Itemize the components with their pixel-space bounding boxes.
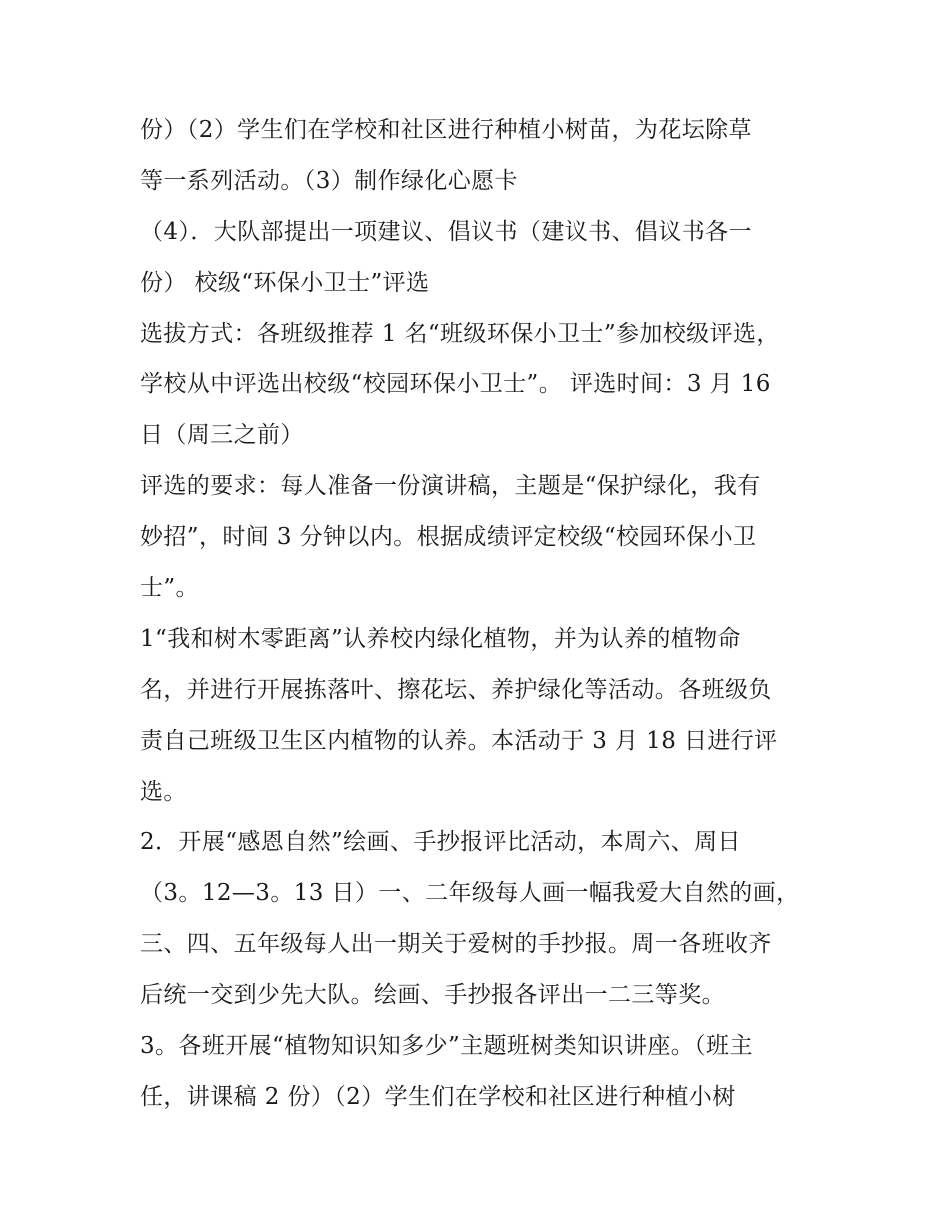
text-line: 选。 <box>140 778 187 805</box>
text-line: 后统一交到少先大队。绘画、手抄报各评出一二三等奖。 <box>140 982 725 1009</box>
text-line: 1“我和树木零距离”认养校内绿化植物，并为认养的植物命 <box>140 625 741 652</box>
text-line: 评选的要求：每人准备一份演讲稿，主题是“保护绿化，我有 <box>140 473 761 500</box>
text-line: 份）（2）学生们在学校和社区进行种植小树苗，为花坛除草 <box>140 117 752 143</box>
text-line: 等一系列活动。（3）制作绿化心愿卡 <box>140 167 518 194</box>
text-line: 日（周三之前） <box>140 422 304 449</box>
text-line: 3。各班开展“植物知识知多少”主题班树类知识讲座。（班主 <box>140 1033 753 1060</box>
text-line: （3。12—3。13 日）一、二年级每人画一幅我爱大自然的画， <box>140 880 800 907</box>
text-line: 三、四、五年级每人出一期关于爱树的手抄报。周一各班收齐 <box>140 931 772 958</box>
text-line: 任，讲课稿 2 份）（2）学生们在学校和社区进行种植小树 <box>140 1083 736 1110</box>
text-line: 份） 校级“环保小卫士”评选 <box>140 269 430 296</box>
text-line: 选拔方式：各班级推荐 1 名“班级环保小卫士”参加校级评选， <box>140 320 780 347</box>
text-line: 责自己班级卫生区内植物的认养。本活动于 3 月 18 日进行评 <box>140 727 778 754</box>
text-line: 士”。 <box>140 575 199 602</box>
text-line: 学校从中评选出校级“校园环保小卫士”。 评选时间：3 月 16 <box>140 371 771 398</box>
text-line: 名，并进行开展拣落叶、擦花坛、养护绿化等活动。各班级负 <box>140 676 772 703</box>
text-line: 2．开展“感恩自然”绘画、手抄报评比活动，本周六、周日 <box>140 829 741 856</box>
text-line: （4）．大队部提出一项建议、倡议书（建议书、倡议书各一 <box>140 218 752 245</box>
text-line: 妙招”，时间 3 分钟以内。根据成绩评定校级“校园环保小卫 <box>140 524 757 551</box>
document-body <box>140 105 830 1123</box>
